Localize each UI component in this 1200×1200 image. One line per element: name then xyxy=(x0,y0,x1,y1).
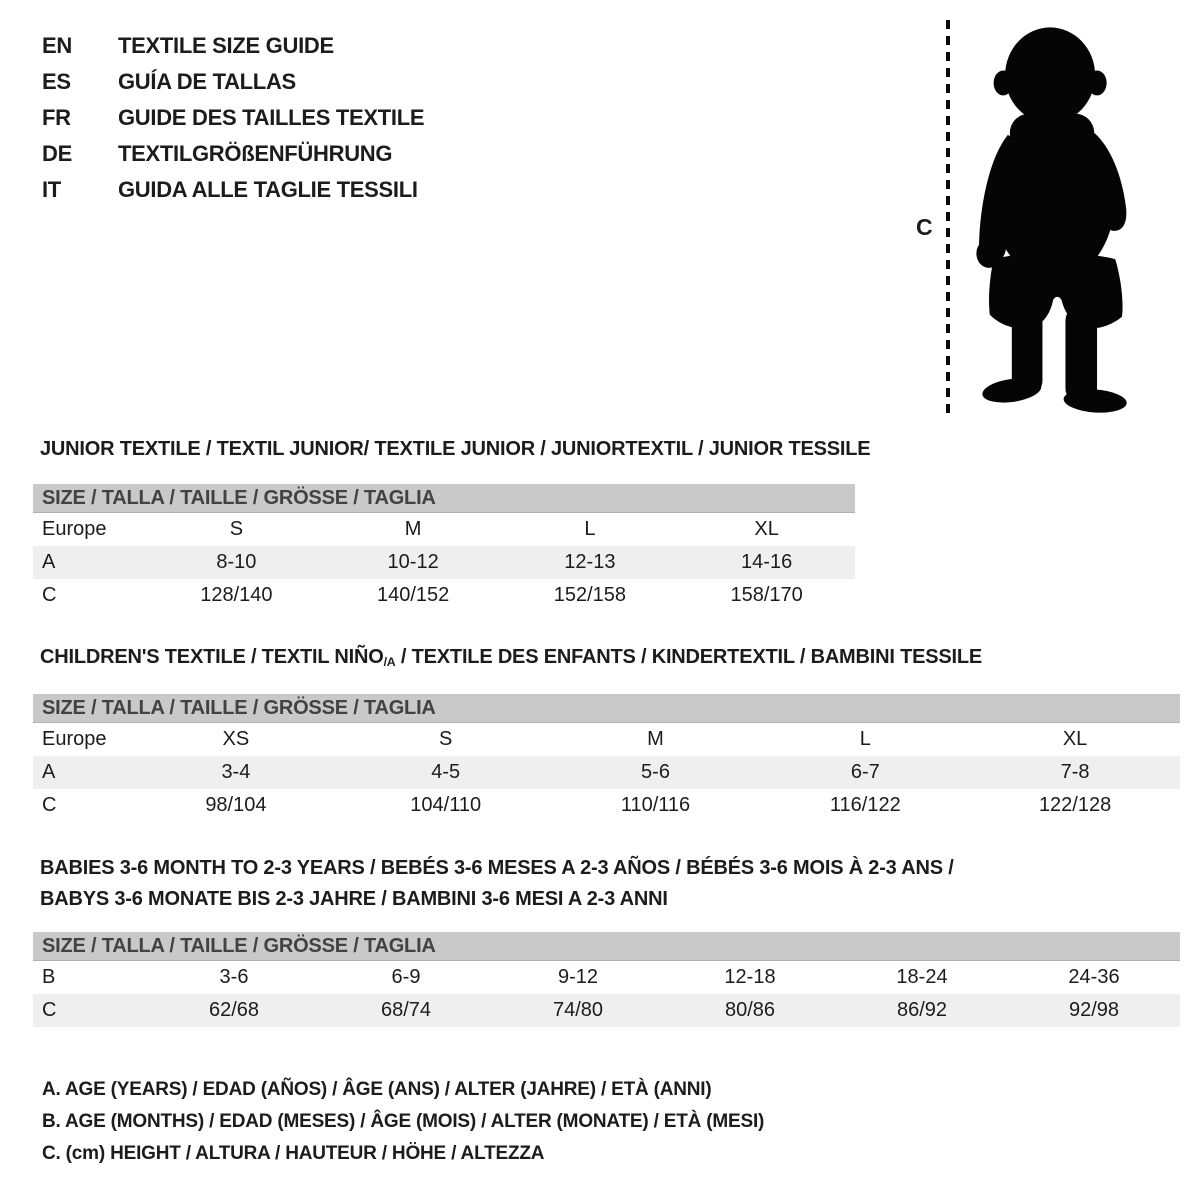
table-cell: 3-4 xyxy=(221,761,251,783)
table-cell: S xyxy=(229,518,244,540)
table-cell: 152/158 xyxy=(553,584,627,606)
table-cell: 6-7 xyxy=(850,761,880,783)
measurement-legend xyxy=(42,1074,764,1170)
language-row xyxy=(42,172,424,208)
title-text: / TEXTILE DES ENFANTS / KINDERTEXTIL / BAMBINI TESSILE xyxy=(395,646,983,668)
table-cell: XL xyxy=(754,518,779,540)
table-row xyxy=(33,789,1180,822)
table-cell: 18-24 xyxy=(896,966,948,988)
section-title-line xyxy=(40,642,982,678)
language-code: EN xyxy=(42,33,72,58)
table-cell: XL xyxy=(1062,728,1088,750)
title-text: BABYS 3-6 MONATE BIS 2-3 JAHRE / BAMBINI 3-6 MESI A 2-3 ANNI xyxy=(40,888,668,910)
table-cell: XS xyxy=(222,728,250,750)
language-code: ES xyxy=(42,69,71,94)
table-cell: 9-12 xyxy=(557,966,599,988)
title-text: BABIES 3-6 MONTH TO 2-3 YEARS / BEBÉS 3-6 MESES A 2-3 AÑOS / BÉBÉS 3-6 MOIS À 2-3 ANS / xyxy=(40,857,954,879)
size-header: SIZE / TALLA / TAILLE / GRÖSSE / TAGLIA xyxy=(33,694,1180,723)
table-cell: 6-9 xyxy=(391,966,421,988)
table-row xyxy=(33,994,1180,1027)
language-title-list xyxy=(42,28,424,208)
table-cell: 98/104 xyxy=(205,794,267,816)
table-cell: 14-16 xyxy=(741,551,793,573)
legend-line: A. AGE (YEARS) / EDAD (AÑOS) / ÂGE (ANS) / ALTER (JAHRE) / ETÀ (ANNI) xyxy=(42,1079,712,1100)
table-cell: 158/170 xyxy=(730,584,803,606)
table-cell: L xyxy=(584,518,596,540)
height-measure-label: C xyxy=(916,214,933,240)
section-title xyxy=(40,642,982,678)
section-title-line xyxy=(40,853,954,884)
language-title: GUIDA ALLE TAGLIE TESSILI xyxy=(118,177,418,202)
row-label: A xyxy=(42,551,56,573)
row-label: B xyxy=(42,966,56,988)
height-measure-line xyxy=(946,20,950,418)
table-cell: 12-13 xyxy=(564,551,616,573)
language-title: GUÍA DE TALLAS xyxy=(118,69,296,94)
table-row xyxy=(33,546,855,579)
row-label: C xyxy=(42,584,57,606)
size-table xyxy=(33,484,855,612)
table-cell: L xyxy=(859,728,871,750)
table-cell: 86/92 xyxy=(896,999,948,1021)
section-title-line xyxy=(40,434,870,465)
language-title: TEXTILE SIZE GUIDE xyxy=(118,33,334,58)
table-cell: 24-36 xyxy=(1068,966,1120,988)
table-cell: 140/152 xyxy=(376,584,450,606)
legend-line: B. AGE (MONTHS) / EDAD (MESES) / ÂGE (MOIS) / ALTER (MONATE) / ETÀ (MESI) xyxy=(42,1111,765,1132)
title-subscript: /A xyxy=(383,655,396,670)
row-label: C xyxy=(42,794,57,816)
language-code: FR xyxy=(42,105,71,130)
table-cell: S xyxy=(439,728,453,750)
table-cell: 68/74 xyxy=(380,999,432,1021)
language-row xyxy=(42,100,424,136)
language-row xyxy=(42,28,424,64)
table-cell: 5-6 xyxy=(641,761,670,783)
title-text: JUNIOR TEXTILE / TEXTIL JUNIOR/ TEXTILE JUNIOR / JUNIORTEXTIL / JUNIOR TESSILE xyxy=(40,438,871,460)
table-cell: 74/80 xyxy=(552,999,604,1021)
language-row xyxy=(42,136,424,172)
table-cell: 7-8 xyxy=(1060,761,1090,783)
table-cell: M xyxy=(647,728,664,750)
table-row xyxy=(33,579,855,612)
table-cell: 80/86 xyxy=(724,999,776,1021)
table-cell: 3-6 xyxy=(219,966,249,988)
table-row xyxy=(33,961,1180,994)
section-title-line xyxy=(40,884,954,915)
table-cell: 8-10 xyxy=(216,551,257,573)
table-cell: M xyxy=(404,518,422,540)
table-cell: 116/122 xyxy=(829,794,901,816)
size-header: SIZE / TALLA / TAILLE / GRÖSSE / TAGLIA xyxy=(33,932,1180,961)
row-label: C xyxy=(42,999,57,1021)
language-code: DE xyxy=(42,141,72,166)
table-cell: 104/110 xyxy=(410,794,482,816)
table-cell: 110/116 xyxy=(620,794,691,816)
table-cell: 128/140 xyxy=(200,584,273,606)
table-cell: 122/128 xyxy=(1038,794,1112,816)
language-title: GUIDE DES TAILLES TEXTILE xyxy=(118,105,425,130)
table-row xyxy=(33,756,1180,789)
row-label: A xyxy=(42,761,56,783)
title-text: CHILDREN'S TEXTILE / TEXTIL NIÑO xyxy=(40,646,384,668)
row-label: Europe xyxy=(42,518,107,540)
table-cell: 62/68 xyxy=(208,999,260,1021)
language-title: TEXTILGRÖßENFÜHRUNG xyxy=(118,141,393,166)
table-cell: 4-5 xyxy=(431,761,461,783)
language-code: IT xyxy=(42,177,61,202)
section-title xyxy=(40,853,954,915)
size-table xyxy=(33,694,1180,822)
table-row xyxy=(33,723,1180,756)
toddler-silhouette-image xyxy=(962,13,1144,425)
table-cell: 10-12 xyxy=(387,551,439,573)
table-row xyxy=(33,513,855,546)
table-cell: 92/98 xyxy=(1068,999,1120,1021)
section-title xyxy=(40,434,870,465)
size-table xyxy=(33,932,1180,1027)
legend-line: C. (cm) HEIGHT / ALTURA / HAUTEUR / HÖHE / ALTEZZA xyxy=(42,1143,545,1164)
row-label: Europe xyxy=(42,728,107,750)
size-header: SIZE / TALLA / TAILLE / GRÖSSE / TAGLIA xyxy=(33,484,855,513)
language-row xyxy=(42,64,424,100)
table-cell: 12-18 xyxy=(724,966,776,988)
